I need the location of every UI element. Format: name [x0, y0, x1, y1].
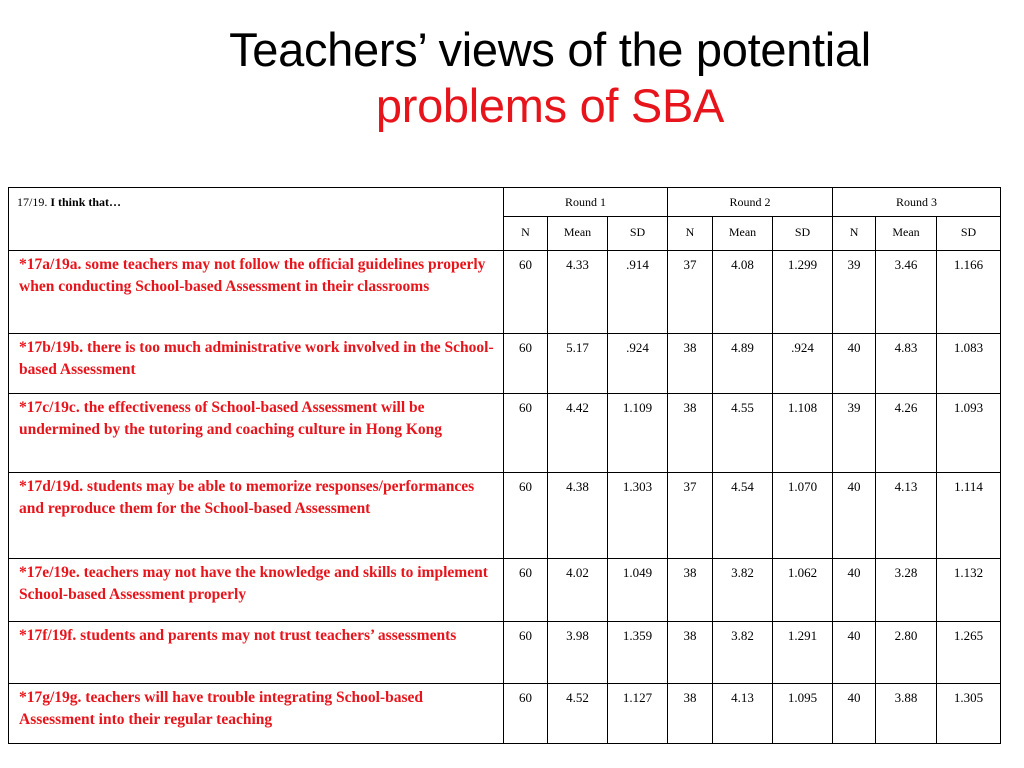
value-cell: 60 [504, 394, 548, 473]
table-row [9, 559, 1001, 622]
value-cell: 37 [668, 251, 713, 334]
value-cell: 40 [833, 334, 876, 394]
subheader-sd: SD [773, 217, 833, 251]
value-cell: 4.55 [713, 394, 773, 473]
statement-cell: *17g/19g. teachers will have trouble integrating School-based Assessment into their regular teaching [9, 684, 504, 744]
statement-cell: *17f/19f. students and parents may not trust teachers’ assessments [9, 622, 504, 684]
value-cell: 4.89 [713, 334, 773, 394]
title-line-2: problems of SBA [375, 79, 725, 132]
statement-cell: *17c/19c. the effectiveness of School-based Assessment will be undermined by the tutoring and coaching culture in Hong Kong [9, 394, 504, 473]
value-cell: 60 [504, 684, 548, 744]
value-cell: 39 [833, 251, 876, 334]
statement-cell: *17d/19d. students may be able to memorize responses/performances and reproduce them for the School-based Assessment [9, 473, 504, 559]
title-line-1: Teachers’ views of the potential [229, 23, 871, 76]
table-row [9, 251, 1001, 334]
value-cell: 1.166 [937, 251, 1001, 334]
value-cell: 1.132 [937, 559, 1001, 622]
value-cell: .924 [773, 334, 833, 394]
subheader-mean: Mean [548, 217, 608, 251]
value-cell: 38 [668, 684, 713, 744]
subheader-n: N [504, 217, 548, 251]
value-cell: 38 [668, 622, 713, 684]
value-cell: 60 [504, 251, 548, 334]
value-cell: 3.46 [876, 251, 937, 334]
value-cell: 4.38 [548, 473, 608, 559]
value-cell: 39 [833, 394, 876, 473]
sba-results-table [8, 187, 1001, 744]
table-body [9, 188, 1001, 744]
value-cell: 4.26 [876, 394, 937, 473]
value-cell: 1.070 [773, 473, 833, 559]
value-cell: 5.17 [548, 334, 608, 394]
table-row [9, 334, 1001, 394]
value-cell: 38 [668, 334, 713, 394]
value-cell: 1.303 [608, 473, 668, 559]
value-cell: 1.127 [608, 684, 668, 744]
value-cell: 38 [668, 559, 713, 622]
value-cell: 60 [504, 334, 548, 394]
value-cell: 4.13 [876, 473, 937, 559]
subheader-n: N [668, 217, 713, 251]
value-cell: 3.82 [713, 559, 773, 622]
subheader-sd: SD [608, 217, 668, 251]
value-cell: 4.33 [548, 251, 608, 334]
value-cell: 1.109 [608, 394, 668, 473]
value-cell: 1.062 [773, 559, 833, 622]
round-1-header: Round 1 [504, 188, 668, 217]
table-row [9, 622, 1001, 684]
value-cell: 40 [833, 559, 876, 622]
value-cell: 3.88 [876, 684, 937, 744]
round-3-header: Round 3 [833, 188, 1001, 217]
value-cell: 1.291 [773, 622, 833, 684]
subheader-mean: Mean [876, 217, 937, 251]
question-prefix: 17/19. [17, 195, 48, 209]
subheader-sd: SD [937, 217, 1001, 251]
statement-cell: *17e/19e. teachers may not have the knowledge and skills to implement School-based Assessment properly [9, 559, 504, 622]
value-cell: .914 [608, 251, 668, 334]
value-cell: 60 [504, 473, 548, 559]
value-cell: 1.359 [608, 622, 668, 684]
value-cell: 1.305 [937, 684, 1001, 744]
question-header-cell [9, 188, 504, 251]
value-cell: 4.83 [876, 334, 937, 394]
value-cell: .924 [608, 334, 668, 394]
slide-title [0, 22, 1024, 134]
value-cell: 37 [668, 473, 713, 559]
statement-cell: *17a/19a. some teachers may not follow the official guidelines properly when conducting School-based Assessment in their classrooms [9, 251, 504, 334]
value-cell: 4.08 [713, 251, 773, 334]
value-cell: 40 [833, 622, 876, 684]
value-cell: 1.265 [937, 622, 1001, 684]
value-cell: 4.42 [548, 394, 608, 473]
value-cell: 4.13 [713, 684, 773, 744]
value-cell: 3.98 [548, 622, 608, 684]
value-cell: 40 [833, 473, 876, 559]
table-row [9, 684, 1001, 744]
subheader-mean: Mean [713, 217, 773, 251]
value-cell: 1.049 [608, 559, 668, 622]
value-cell: 40 [833, 684, 876, 744]
table-row [9, 473, 1001, 559]
value-cell: 3.82 [713, 622, 773, 684]
value-cell: 1.095 [773, 684, 833, 744]
subheader-n: N [833, 217, 876, 251]
round-header-row [9, 188, 1001, 217]
value-cell: 1.299 [773, 251, 833, 334]
value-cell: 38 [668, 394, 713, 473]
round-2-header: Round 2 [668, 188, 833, 217]
value-cell: 1.114 [937, 473, 1001, 559]
value-cell: 1.093 [937, 394, 1001, 473]
value-cell: 60 [504, 559, 548, 622]
value-cell: 1.108 [773, 394, 833, 473]
value-cell: 4.52 [548, 684, 608, 744]
value-cell: 2.80 [876, 622, 937, 684]
value-cell: 4.54 [713, 473, 773, 559]
table-row [9, 394, 1001, 473]
question-stem: I think that… [50, 195, 122, 209]
value-cell: 60 [504, 622, 548, 684]
value-cell: 3.28 [876, 559, 937, 622]
value-cell: 4.02 [548, 559, 608, 622]
value-cell: 1.083 [937, 334, 1001, 394]
statement-cell: *17b/19b. there is too much administrative work involved in the School-based Assessment [9, 334, 504, 394]
